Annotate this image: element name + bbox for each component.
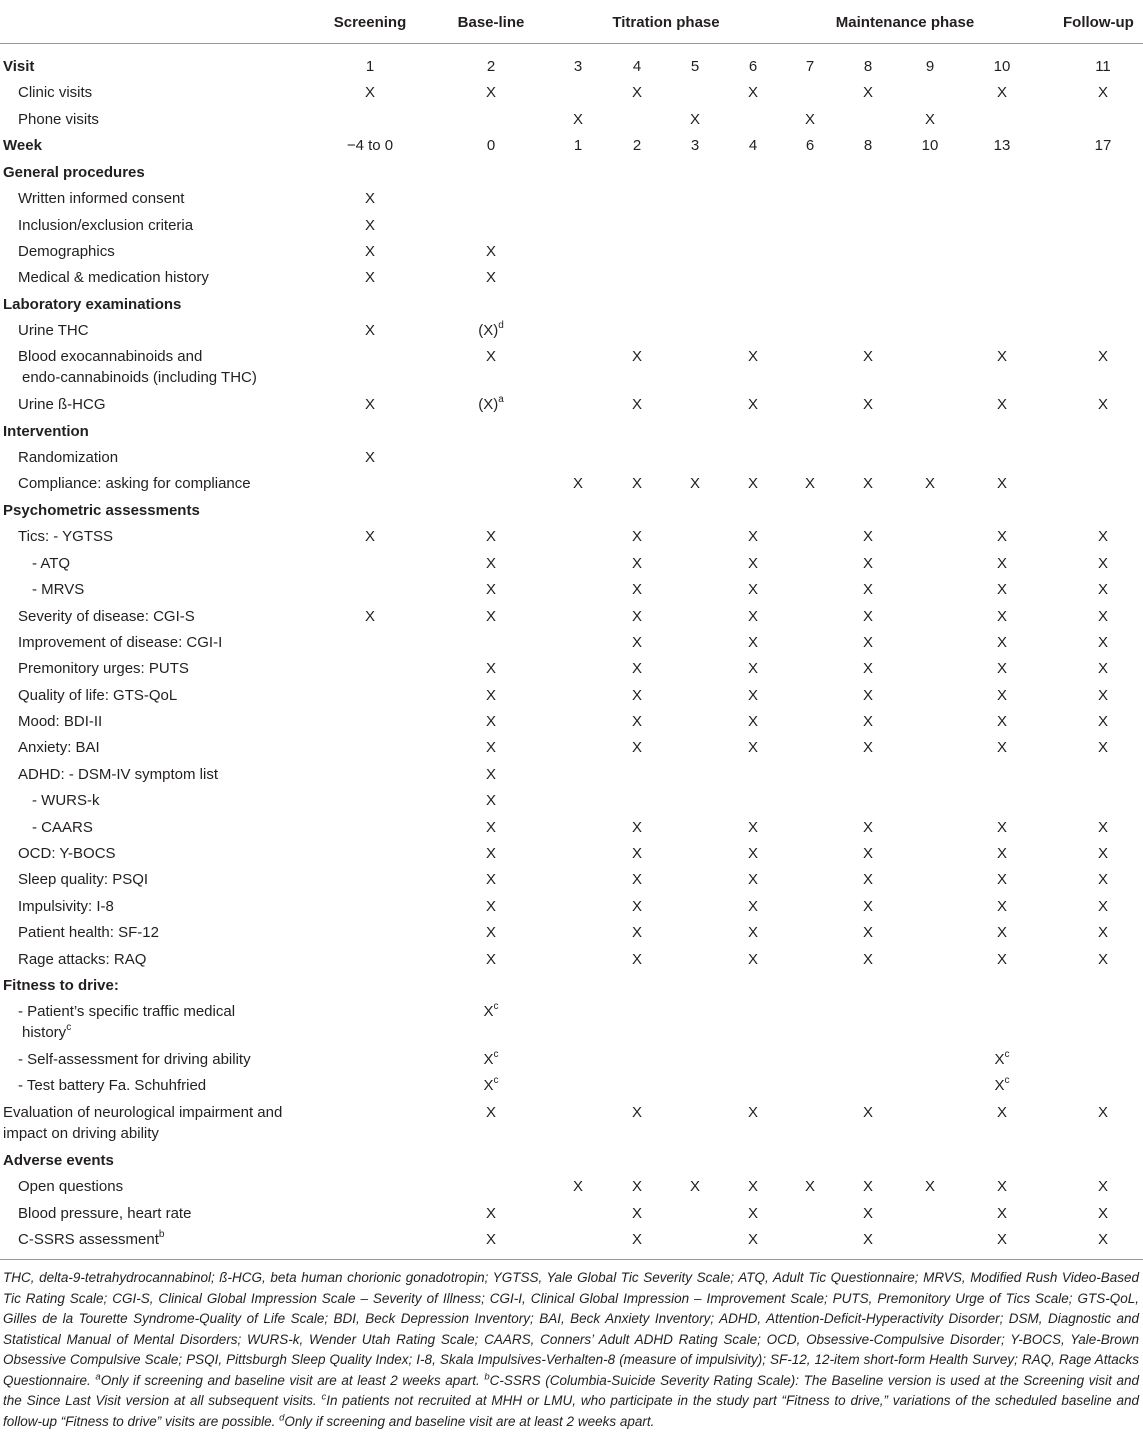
section-heading: Adverse events xyxy=(3,1152,114,1169)
table-cell: X xyxy=(862,924,873,941)
table-cell: X xyxy=(747,396,758,413)
table-cell: X xyxy=(996,528,1007,545)
table-cell: X xyxy=(631,924,642,941)
table-cell: X xyxy=(631,898,642,915)
table-cell: X xyxy=(631,348,642,365)
row-label: - CAARS xyxy=(32,819,93,836)
table-cell: 3 xyxy=(690,137,700,154)
table-cell: X xyxy=(862,660,873,677)
table-cell: 9 xyxy=(925,58,935,75)
table-cell: X xyxy=(996,660,1007,677)
row-label: Rage attacks: RAQ xyxy=(18,951,147,968)
table-cell: X xyxy=(485,898,496,915)
row-label: Urine ß-HCG xyxy=(18,396,106,413)
row-label: Randomization xyxy=(18,449,119,466)
table-cell: 1 xyxy=(573,137,583,154)
section-heading: Psychometric assessments xyxy=(3,502,200,519)
table-cell: X xyxy=(631,687,642,704)
table-cell: X xyxy=(364,528,375,545)
table-cell: X xyxy=(862,608,873,625)
table-cell: X xyxy=(996,608,1007,625)
table-cell: X xyxy=(862,634,873,651)
row-label: ADHD: - DSM-IV symptom list xyxy=(18,766,219,783)
table-cell: X xyxy=(1097,1231,1108,1248)
table-cell: X xyxy=(747,634,758,651)
table-cell: X xyxy=(485,581,496,598)
header-titration: Titration phase xyxy=(612,14,720,31)
table-cell: 6 xyxy=(748,58,758,75)
table-cell: X xyxy=(862,1178,873,1195)
table-cell: X xyxy=(1097,555,1108,572)
table-cell: X xyxy=(862,1205,873,1222)
row-label: Compliance: asking for compliance xyxy=(18,475,251,492)
table-cell: X xyxy=(631,819,642,836)
table-cell: X xyxy=(747,951,758,968)
table-cell: X xyxy=(485,739,496,756)
table-cell: 2 xyxy=(486,58,496,75)
table-cell: 6 xyxy=(805,137,815,154)
table-cell: X xyxy=(1097,687,1108,704)
table-cell: X xyxy=(747,1104,758,1121)
table-cell: X xyxy=(862,84,873,101)
table-cell: X xyxy=(862,396,873,413)
table-cell: X xyxy=(804,1178,815,1195)
table-cell: X xyxy=(364,217,375,234)
section-heading: Visit xyxy=(3,58,35,75)
table-cell: X xyxy=(862,1104,873,1121)
table-cell: X xyxy=(631,660,642,677)
table-cell: X xyxy=(747,713,758,730)
table-cell: X xyxy=(631,581,642,598)
row-label-continuation: impact on driving ability xyxy=(3,1125,159,1142)
table-cell: X xyxy=(364,608,375,625)
table-cell: X xyxy=(631,608,642,625)
table-cell: X xyxy=(485,871,496,888)
table-cell: X xyxy=(631,1178,642,1195)
table-cell: X xyxy=(364,449,375,466)
table-cell: X xyxy=(1097,608,1108,625)
table-cell: X xyxy=(631,475,642,492)
table-cell: X xyxy=(485,713,496,730)
table-cell: X xyxy=(689,111,700,128)
table-cell: X xyxy=(862,819,873,836)
table-cell: X xyxy=(364,190,375,207)
table-cell: X xyxy=(996,819,1007,836)
table-cell: X xyxy=(1097,1205,1108,1222)
table-cell: X xyxy=(996,713,1007,730)
table-cell: X xyxy=(485,348,496,365)
table-cell: 17 xyxy=(1094,137,1112,154)
table-cell: X xyxy=(1097,348,1108,365)
table-cell: X xyxy=(862,1231,873,1248)
table-cell: X xyxy=(747,581,758,598)
table-cell: X xyxy=(996,687,1007,704)
table-cell: X xyxy=(747,348,758,365)
header-baseline: Base-line xyxy=(457,14,525,31)
table-cell: X xyxy=(996,634,1007,651)
table-cell: −4 to 0 xyxy=(346,137,394,154)
row-label-continuation: endo-cannabinoids (including THC) xyxy=(22,369,257,386)
table-cell: X xyxy=(1097,396,1108,413)
table-cell: X xyxy=(1097,819,1108,836)
table-cell: X xyxy=(996,1205,1007,1222)
table-cell: X xyxy=(1097,84,1108,101)
table-cell: X xyxy=(747,845,758,862)
table-cell: X xyxy=(804,475,815,492)
table-cell: X xyxy=(1097,1104,1108,1121)
table-cell: X xyxy=(1097,528,1108,545)
table-cell: X xyxy=(1097,660,1108,677)
table-cell: X xyxy=(485,528,496,545)
table-cell: X xyxy=(924,1178,935,1195)
row-label: - Patient’s specific traffic medical xyxy=(18,1003,236,1020)
table-cell: X xyxy=(631,1231,642,1248)
table-cell: $X^c$ xyxy=(994,1049,1010,1068)
row-label: - MRVS xyxy=(32,581,85,598)
table-cell: X xyxy=(631,845,642,862)
table-cell: X xyxy=(1097,1178,1108,1195)
table-cell: X xyxy=(747,924,758,941)
table-cell: X xyxy=(996,924,1007,941)
table-cell: X xyxy=(804,111,815,128)
header-rule xyxy=(0,43,1143,44)
table-cell: X xyxy=(747,608,758,625)
table-cell: 4 xyxy=(632,58,642,75)
table-cell: X xyxy=(747,555,758,572)
table-cell: 10 xyxy=(921,137,939,154)
row-label: - ATQ xyxy=(32,555,71,572)
table-cell: X xyxy=(631,951,642,968)
row-label: - Test battery Fa. Schuhfried xyxy=(18,1077,207,1094)
table-cell: X xyxy=(485,792,496,809)
table-cell: X xyxy=(485,766,496,783)
table-cell: $X^c$ xyxy=(483,1001,499,1020)
row-label: Demographics xyxy=(18,243,115,260)
section-heading: Week xyxy=(3,137,42,154)
section-heading: Fitness to drive: xyxy=(3,977,119,994)
table-cell: X xyxy=(1097,871,1108,888)
table-cell: X xyxy=(485,924,496,941)
table-cell: X xyxy=(485,269,496,286)
table-cell: X xyxy=(364,84,375,101)
table-cell: X xyxy=(996,1104,1007,1121)
table-cell: X xyxy=(1097,713,1108,730)
table-cell: X xyxy=(631,1104,642,1121)
table-cell: X xyxy=(862,871,873,888)
table-cell: X xyxy=(631,528,642,545)
table-cell: X xyxy=(485,1231,496,1248)
section-heading: Laboratory examinations xyxy=(3,296,182,313)
table-cell: $(X)^d$ xyxy=(478,320,504,339)
table-cell: X xyxy=(631,555,642,572)
table-cell: 4 xyxy=(748,137,758,154)
row-label: Blood exocannabinoids and xyxy=(18,348,203,365)
table-cell: X xyxy=(924,475,935,492)
row-label: Premonitory urges: PUTS xyxy=(18,660,189,677)
table-cell: X xyxy=(862,898,873,915)
row-label: Sleep quality: PSQI xyxy=(18,871,149,888)
table-cell: X xyxy=(1097,739,1108,756)
table-cell: $X^c$ xyxy=(483,1075,499,1094)
table-cell: X xyxy=(996,555,1007,572)
table-cell: X xyxy=(996,1231,1007,1248)
section-heading: Intervention xyxy=(3,423,89,440)
row-label: Evaluation of neurological impairment and xyxy=(3,1104,283,1121)
table-cell: X xyxy=(631,871,642,888)
table-cell: X xyxy=(747,84,758,101)
table-cell: X xyxy=(572,475,583,492)
table-cell: X xyxy=(862,348,873,365)
table-cell: X xyxy=(862,687,873,704)
row-label-continuation: history$^c$ xyxy=(22,1022,72,1041)
table-cell: 13 xyxy=(993,137,1011,154)
table-cell: X xyxy=(996,84,1007,101)
row-label: OCD: Y-BOCS xyxy=(18,845,116,862)
row-label: Medical & medication history xyxy=(18,269,209,286)
table-cell: X xyxy=(631,84,642,101)
row-label: Quality of life: GTS-QoL xyxy=(18,687,178,704)
table-cell: X xyxy=(996,898,1007,915)
table-cell: X xyxy=(1097,951,1108,968)
table-cell: X xyxy=(862,845,873,862)
table-cell: X xyxy=(485,660,496,677)
row-label: Inclusion/exclusion criteria xyxy=(18,217,194,234)
table-cell: X xyxy=(996,845,1007,862)
row-label: Tics: - YGTSS xyxy=(18,528,114,545)
table-cell: X xyxy=(1097,581,1108,598)
section-heading: General procedures xyxy=(3,164,145,181)
table-cell: 11 xyxy=(1095,58,1111,75)
table-cell: X xyxy=(747,1178,758,1195)
table-cell: X xyxy=(485,243,496,260)
table-cell: X xyxy=(747,475,758,492)
table-cell: X xyxy=(1097,898,1108,915)
table-cell: X xyxy=(485,1104,496,1121)
row-label: - WURS-k xyxy=(32,792,100,809)
table-cell: X xyxy=(689,1178,700,1195)
row-label: Written informed consent xyxy=(18,190,185,207)
table-cell: X xyxy=(485,845,496,862)
table-cell: X xyxy=(485,819,496,836)
table-cell: X xyxy=(364,396,375,413)
table-cell: X xyxy=(862,528,873,545)
table-cell: X xyxy=(747,871,758,888)
table-cell: X xyxy=(862,713,873,730)
table-cell: X xyxy=(572,111,583,128)
row-label: Patient health: SF-12 xyxy=(18,924,159,941)
table-cell: X xyxy=(1097,924,1108,941)
table-cell: X xyxy=(631,713,642,730)
table-cell: 2 xyxy=(632,137,642,154)
table-cell: X xyxy=(747,687,758,704)
table-cell: X xyxy=(364,269,375,286)
table-cell: X xyxy=(924,111,935,128)
table-cell: X xyxy=(485,84,496,101)
table-cell: X xyxy=(1097,845,1108,862)
table-cell: 10 xyxy=(993,58,1011,75)
table-cell: X xyxy=(996,951,1007,968)
table-cell: 3 xyxy=(573,58,583,75)
table-cell: X xyxy=(572,1178,583,1195)
table-cell: X xyxy=(689,475,700,492)
row-label: Open questions xyxy=(18,1178,124,1195)
table-cell: X xyxy=(747,660,758,677)
row-label: Phone visits xyxy=(18,111,99,128)
table-cell: X xyxy=(364,243,375,260)
table-cell: X xyxy=(747,1205,758,1222)
table-cell: X xyxy=(747,1231,758,1248)
row-label: C-SSRS assessment$^b$ xyxy=(18,1229,165,1248)
row-label: Severity of disease: CGI-S xyxy=(18,608,195,625)
table-cell: X xyxy=(996,1178,1007,1195)
table-cell: X xyxy=(862,581,873,598)
table-cell: X xyxy=(996,348,1007,365)
table-cell: X xyxy=(485,1205,496,1222)
table-cell: 8 xyxy=(863,58,873,75)
row-label: - Self-assessment for driving ability xyxy=(18,1051,251,1068)
table-cell: X xyxy=(747,528,758,545)
table-cell: X xyxy=(862,739,873,756)
row-label: Mood: BDI-II xyxy=(18,713,103,730)
table-cell: X xyxy=(996,739,1007,756)
table-cell: X xyxy=(485,555,496,572)
table-cell: X xyxy=(631,396,642,413)
table-cell: X xyxy=(485,608,496,625)
row-label: Urine THC xyxy=(18,322,89,339)
row-label: Anxiety: BAI xyxy=(18,739,100,756)
table-cell: 8 xyxy=(863,137,873,154)
table-cell: $X^c$ xyxy=(994,1075,1010,1094)
table-cell: X xyxy=(1097,634,1108,651)
row-label: Blood pressure, heart rate xyxy=(18,1205,192,1222)
table-footnote: THC, delta-9-tetrahydrocannabinol; ß-HCG, beta human chorionic gonadotropin; YGTSS, Yale Global Tic Severity Scale; ATQ, Adult Tic Questionnaire; MRVS, Modified Rush Video-Based Tic Rating Scale; CGI-S, Clinical Global Impression Scale – Severity of Illness; CGI-I, Clinical Global Impression – Improvement Scale; PUTS, Premonitory Urge of Tics Scale; GTS-QoL, Gilles de la Tourette Syndrome-Quality of Life Scale; BDI, Beck Depression Inventory; BAI, Beck Anxiety Inventory; ADHD, Attention-Deficit-Hyperactivity Disorder; DSM, Diagnostic and Statistical Manual of Mental Disorders; WURS-k, Wender Utah Rating Scale; CAARS, Conners’ Adult ADHD Rating Scale; OCD, Obsessive-Compulsive Disorder; Y-BOCS, Yale-Brown Obsessive Compulsive Scale; PSQI, Pittsburgh Sleep Quality Index; I-8, Skala Impulsives-Verhalten-8 (measure of impulsivity); SF-12, 12-item short-form Health Survey; RAQ, Rage Attacks Questionnaire. $^a$Only if screening and baseline visit are at least 2 weeks apart. $^b$C-SSRS (Columbia-Suicide Severity Rating Scale): The Baseline version is used at the Screening visit and the Since Last Visit version at all subsequent visits. $^c$In patients not recruited at MHH or LMU, who participate in the study part “Fitness to drive,” variations of the scheduled baseline and follow-up “Fitness to drive” visits are possible. $^d$Only if screening and baseline visit are at least 2 weeks apart. xyxy=(3,1270,1140,1429)
table-cell: X xyxy=(996,871,1007,888)
table-cell: X xyxy=(485,687,496,704)
header-maintenance: Maintenance phase xyxy=(835,14,975,31)
table-cell: X xyxy=(631,739,642,756)
table-cell: X xyxy=(862,475,873,492)
table-cell: X xyxy=(862,951,873,968)
table-cell: X xyxy=(996,475,1007,492)
table-cell: X xyxy=(747,819,758,836)
table-cell: X xyxy=(364,322,375,339)
header-screening: Screening xyxy=(333,14,407,31)
table-cell: 0 xyxy=(486,137,496,154)
table-cell: X xyxy=(631,1205,642,1222)
table-cell: X xyxy=(996,396,1007,413)
table-cell: 5 xyxy=(690,58,700,75)
table-cell: $(X)^a$ xyxy=(478,394,504,413)
table-cell: $X^c$ xyxy=(483,1049,499,1068)
header-followup: Follow-up xyxy=(1063,14,1134,31)
table-cell: X xyxy=(747,898,758,915)
table-cell: X xyxy=(631,634,642,651)
table-cell: 1 xyxy=(365,58,375,75)
row-label: Impulsivity: I-8 xyxy=(18,898,114,915)
table-cell: X xyxy=(862,555,873,572)
table-cell: 7 xyxy=(805,58,815,75)
table-bottom-rule xyxy=(0,1259,1143,1260)
row-label: Clinic visits xyxy=(18,84,93,101)
row-label: Improvement of disease: CGI-I xyxy=(18,634,223,651)
table-cell: X xyxy=(485,951,496,968)
table-cell: X xyxy=(996,581,1007,598)
table-cell: X xyxy=(747,739,758,756)
